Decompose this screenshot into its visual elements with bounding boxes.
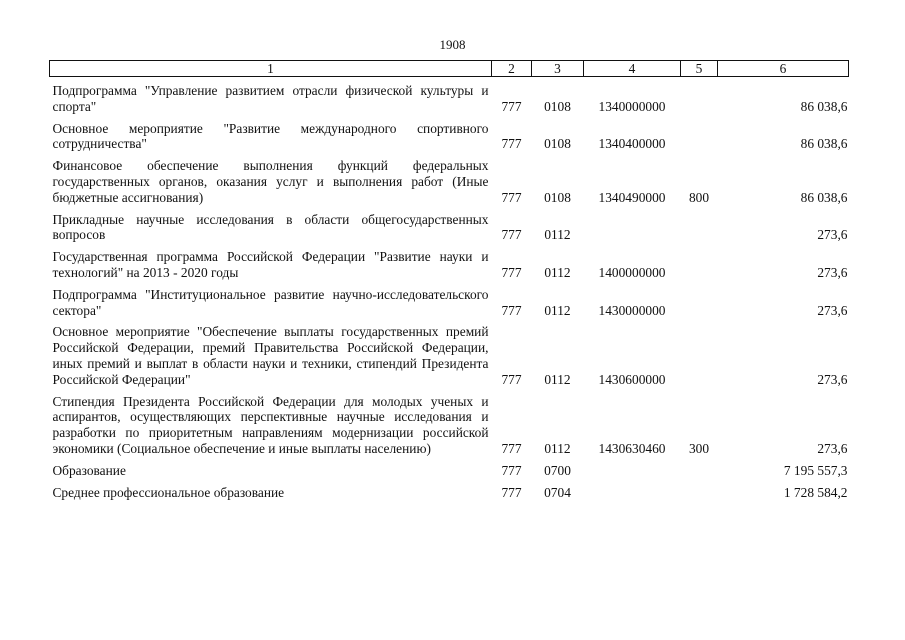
row-amount: 86 038,6 xyxy=(800,189,848,205)
row-section: 0108 xyxy=(544,136,571,152)
table-row xyxy=(50,77,849,115)
row-name: Образование xyxy=(52,462,126,478)
table-row xyxy=(50,318,849,387)
row-ministry: 777 xyxy=(501,189,522,205)
row-ministry: 777 xyxy=(501,264,522,280)
row-name: Основное мероприятие "Развитие международного спортивного сотрудничества" xyxy=(52,120,489,152)
header-col-type: 5 xyxy=(681,61,718,77)
row-section: 0112 xyxy=(544,371,571,387)
table-row xyxy=(50,243,849,281)
row-section: 0704 xyxy=(544,484,571,500)
row-target xyxy=(584,457,681,479)
row-ministry: 777 xyxy=(501,371,522,387)
row-ministry: 777 xyxy=(501,440,522,456)
table-row xyxy=(50,152,849,205)
row-type xyxy=(681,206,718,244)
row-ministry: 777 xyxy=(501,302,522,318)
row-name: Среднее профессиональное образование xyxy=(52,484,285,500)
budget-table xyxy=(49,60,849,500)
header-col-ministry: 2 xyxy=(492,61,532,77)
row-section: 0108 xyxy=(544,189,571,205)
row-type xyxy=(681,115,718,153)
table-row xyxy=(50,457,849,479)
row-target: 1340400000 xyxy=(598,136,666,152)
table-row xyxy=(50,388,849,457)
table-row xyxy=(50,479,849,501)
row-name: Основное мероприятие "Обеспечение выплаты государственных премий Российской Федерации, премий Правительства Российской Федерации, иных премий и выплат в области науки и техники, стипендий Президента Российской Федерации" xyxy=(52,324,489,387)
row-amount: 7 195 557,3 xyxy=(783,462,848,478)
row-name: Подпрограмма "Управление развитием отрасли физической культуры и спорта" xyxy=(52,83,489,114)
row-target: 1340490000 xyxy=(598,189,666,205)
row-name: Государственная программа Российской Федерации "Развитие науки и технологий" на 2013 - 2020 годы xyxy=(52,249,489,280)
row-name: Подпрограмма "Институциональное развитие научно-исследовательского сектора" xyxy=(52,286,489,318)
row-target: 1430000000 xyxy=(598,302,666,318)
row-ministry: 777 xyxy=(501,98,522,114)
row-amount: 86 038,6 xyxy=(800,98,848,114)
row-ministry: 777 xyxy=(501,136,522,152)
header-col-amount: 6 xyxy=(718,61,849,77)
table-header xyxy=(50,61,849,77)
row-type xyxy=(681,77,718,115)
row-section: 0112 xyxy=(544,264,571,280)
row-type xyxy=(681,281,718,319)
table-row xyxy=(50,206,849,244)
row-section: 0112 xyxy=(544,302,571,318)
row-amount: 273,6 xyxy=(817,264,848,280)
row-target xyxy=(584,479,681,501)
row-section: 0112 xyxy=(544,440,571,456)
header-col-target: 4 xyxy=(584,61,681,77)
row-section: 0700 xyxy=(544,462,571,478)
header-col-name: 1 xyxy=(50,61,492,77)
row-ministry: 777 xyxy=(501,227,522,243)
row-type xyxy=(681,457,718,479)
row-amount: 273,6 xyxy=(817,371,848,387)
row-amount: 1 728 584,2 xyxy=(783,484,848,500)
table-row xyxy=(50,281,849,319)
header-col-section: 3 xyxy=(532,61,584,77)
row-type: 800 xyxy=(688,189,710,205)
row-amount: 273,6 xyxy=(817,302,848,318)
row-ministry: 777 xyxy=(501,484,522,500)
row-target: 1430600000 xyxy=(598,371,666,387)
row-ministry: 777 xyxy=(501,462,522,478)
row-type xyxy=(681,318,718,387)
row-amount: 86 038,6 xyxy=(800,136,848,152)
page-number: 1908 xyxy=(439,37,466,52)
row-name: Стипендия Президента Российской Федерации для молодых ученых и аспирантов, осуществляющих перспективные научные исследования и разработки по приоритетным направлениям модернизации российской экономики (Социальное обеспечение и иные выплаты населению) xyxy=(52,393,489,456)
row-target: 1340000000 xyxy=(598,98,666,114)
row-type xyxy=(681,479,718,501)
row-target: 1400000000 xyxy=(598,264,666,280)
row-amount: 273,6 xyxy=(817,227,848,243)
row-section: 0108 xyxy=(544,98,571,114)
table-row xyxy=(50,115,849,153)
header-row xyxy=(50,61,849,77)
row-type: 300 xyxy=(688,440,710,456)
row-amount: 273,6 xyxy=(817,440,848,456)
row-type xyxy=(681,243,718,281)
row-name: Финансовое обеспечение выполнения функций федеральных государственных органов, оказания услуг и выполнения работ (Иные бюджетные ассигнования) xyxy=(52,158,489,205)
table-body xyxy=(50,77,849,501)
row-target xyxy=(584,206,681,244)
row-name: Прикладные научные исследования в области общегосударственных вопросов xyxy=(52,211,489,243)
row-target: 1430630460 xyxy=(598,440,666,456)
row-section: 0112 xyxy=(544,227,571,243)
